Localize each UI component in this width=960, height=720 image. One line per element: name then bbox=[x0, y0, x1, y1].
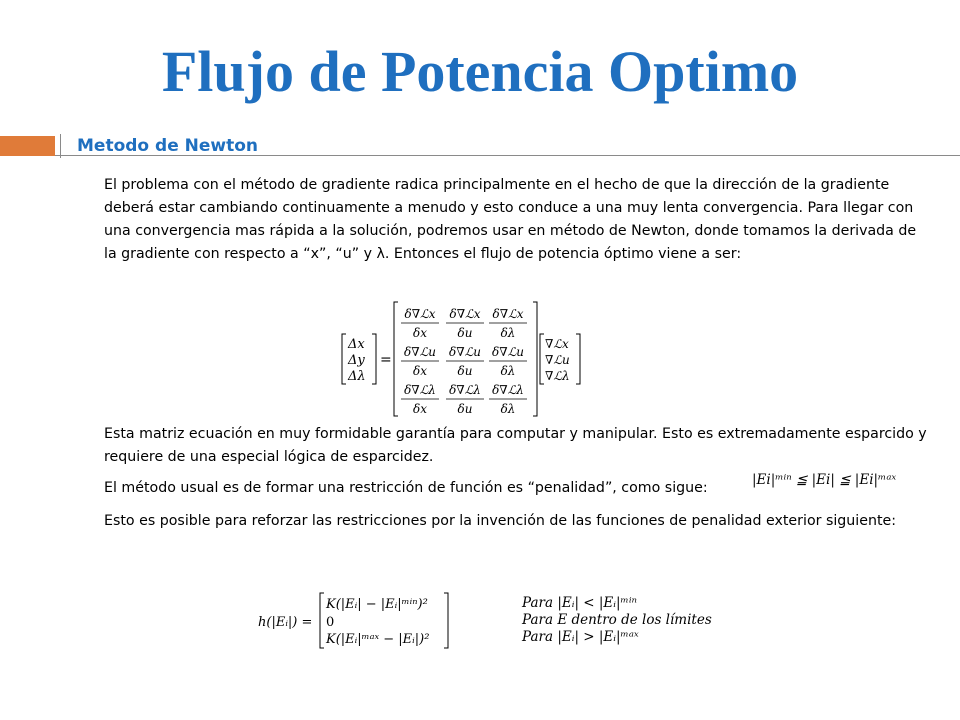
matrix-cell-2-1-denominator: δu bbox=[457, 402, 473, 416]
matrix-cell-1-2-numerator: δ∇ℒu bbox=[492, 345, 524, 359]
paragraph-penalty-intro: El método usual es de formar una restricción de función es “penalidad”, como sigue: bbox=[104, 480, 708, 496]
constraint-inequality: |Ei|ᵐⁱⁿ ≦ |Ei| ≦ |Ei|ᵐᵃˣ bbox=[752, 472, 897, 488]
matrix-cell-1-2-denominator: δλ bbox=[500, 364, 516, 378]
matrix-cell-0-0-denominator: δx bbox=[413, 326, 427, 340]
rhs-grad-l: ∇ℒλ bbox=[545, 369, 570, 383]
penalty-conditions bbox=[522, 595, 712, 646]
rhs-grad-x: ∇ℒx bbox=[545, 337, 569, 351]
penalty-case-2-expr: 0 bbox=[326, 615, 335, 630]
penalty-case-1-condition: Para |Eᵢ| < |Eᵢ|ᵐⁱⁿ bbox=[522, 595, 638, 611]
matrix-cell-1-0-numerator: δ∇ℒu bbox=[404, 345, 436, 359]
matrix-cell-0-2-denominator: δλ bbox=[500, 326, 516, 340]
matrix-cell-2-2-numerator: δ∇ℒλ bbox=[492, 383, 524, 397]
paragraph-matrix-note: Esta matriz ecuación en muy formidable garantía para computar y manipular. Esto es extremadamente esparcido y requiere de una especial lógica de esparcidez. bbox=[104, 426, 927, 465]
lhs-dx: Δx bbox=[348, 337, 365, 352]
paragraph-penalty-functions: Esto es posible para reforzar las restricciones por la invención de las funciones de penalidad exterior siguiente: bbox=[104, 513, 897, 529]
equals-sign: = bbox=[380, 352, 392, 368]
matrix-cell-0-2-numerator: δ∇ℒx bbox=[492, 307, 524, 321]
accent-bar bbox=[0, 136, 55, 156]
paragraph-intro: El problema con el método de gradiente radica principalmente en el hecho de que la dirección de la gradiente deberá estar cambiando continuamente a menudo y esto conduce a una muy lenta convergencia. Para llegar con una convergencia mas rápida a la solución, podremos usar en método de Newton, donde tomamos la derivada de la gradiente con respecto a “x”, “u” y λ. Entonces el flujo de potencia óptimo viene a ser: bbox=[104, 177, 917, 262]
penalty-case-3-expr: K(|Eᵢ|ᵐᵃˣ − |Eᵢ|)² bbox=[326, 632, 430, 647]
matrix-cell-2-2-denominator: δλ bbox=[500, 402, 516, 416]
penalty-function bbox=[258, 590, 458, 652]
matrix-cell-1-1-numerator: δ∇ℒu bbox=[449, 345, 481, 359]
penalty-lhs: h(|Eᵢ|) = bbox=[258, 615, 313, 630]
matrix-cell-1-0-denominator: δx bbox=[413, 364, 427, 378]
penalty-case-2-condition: Para E dentro de los límites bbox=[522, 612, 712, 628]
slide-title: Flujo de Potencia Optimo bbox=[161, 39, 799, 104]
newton-matrix-equation bbox=[340, 300, 590, 418]
matrix-cell-2-0-numerator: δ∇ℒλ bbox=[404, 383, 436, 397]
matrix-cell-0-1-numerator: δ∇ℒx bbox=[449, 307, 481, 321]
section-heading: Metodo de Newton bbox=[60, 134, 297, 158]
matrix-cell-2-1-numerator: δ∇ℒλ bbox=[449, 383, 481, 397]
matrix-cell-0-0-numerator: δ∇ℒx bbox=[404, 307, 436, 321]
lhs-dy: Δy bbox=[348, 353, 365, 368]
matrix-cell-1-1-denominator: δu bbox=[457, 364, 473, 378]
penalty-case-3-condition: Para |Eᵢ| > |Eᵢ|ᵐᵃˣ bbox=[522, 629, 639, 645]
matrix-cell-0-1-denominator: δu bbox=[457, 326, 473, 340]
rhs-grad-u: ∇ℒu bbox=[545, 353, 570, 367]
penalty-case-1-expr: K(|Eᵢ| − |Eᵢ|ᵐⁱⁿ)² bbox=[326, 597, 428, 612]
lhs-dl: Δλ bbox=[348, 369, 366, 384]
matrix-cell-2-0-denominator: δx bbox=[413, 402, 427, 416]
